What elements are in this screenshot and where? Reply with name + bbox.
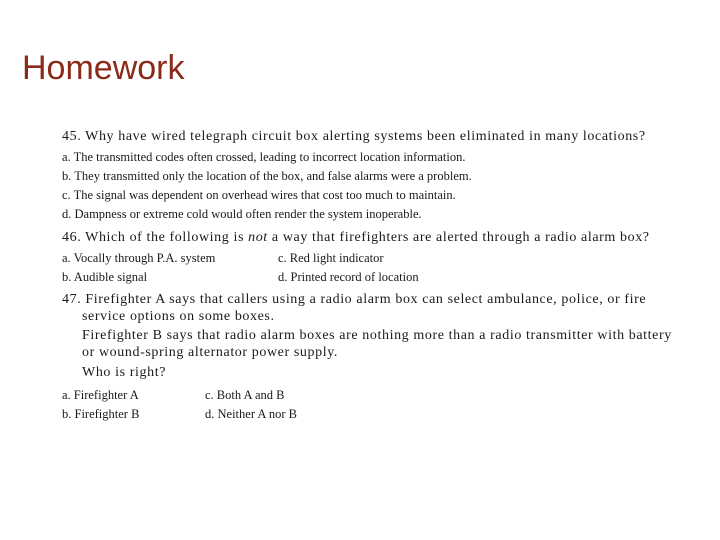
answer-45-d: d. Dampness or extreme cold would often render the system inoperable. xyxy=(62,207,422,221)
question-45-answers xyxy=(62,148,672,224)
question-47-prompt: Who is right? xyxy=(82,365,167,380)
question-46-text-pre: 46. Which of the following is xyxy=(62,230,249,245)
answer-45-b: b. They transmitted only the location of the box, and false alarms were a problem. xyxy=(62,169,472,183)
answer-46-d: d. Printed record of location xyxy=(278,270,419,284)
answer-46-c: c. Red light indicator xyxy=(278,251,384,265)
answer-46-b: b. Audible signal xyxy=(62,270,148,284)
answer-47-b: b. Firefighter B xyxy=(62,407,140,421)
answer-47-c: c. Both A and B xyxy=(205,388,285,402)
answer-45-c: c. The signal was dependent on overhead wires that cost too much to maintain. xyxy=(62,188,456,202)
answer-45-a: a. The transmitted codes often crossed, leading to incorrect location information. xyxy=(62,150,466,164)
answer-47-d: d. Neither A nor B xyxy=(205,407,298,421)
question-45: 45. Why have wired telegraph circuit box alerting systems been eliminated in many locations? xyxy=(62,129,646,144)
question-47 xyxy=(62,291,672,381)
question-47-answers xyxy=(62,386,672,424)
question-47-statement-b: Firefighter B says that radio alarm boxes are nothing more than a radio transmitter with battery or wound-spring alternator power supply. xyxy=(82,328,672,360)
question-46-text-post: a way that firefighters are alerted through a radio alarm box? xyxy=(267,230,650,245)
question-47-statement-a: 47. Firefighter A says that callers using a radio alarm box can select ambulance, police, or fire service options on some boxes. xyxy=(62,292,647,324)
homework-content xyxy=(62,128,672,424)
answer-47-a: a. Firefighter A xyxy=(62,388,139,402)
question-46-answers xyxy=(62,249,672,287)
question-46 xyxy=(62,229,672,246)
slide-title: Homework xyxy=(22,49,185,87)
question-46-emphasis: not xyxy=(248,230,268,245)
answer-46-a: a. Vocally through P.A. system xyxy=(62,251,216,265)
